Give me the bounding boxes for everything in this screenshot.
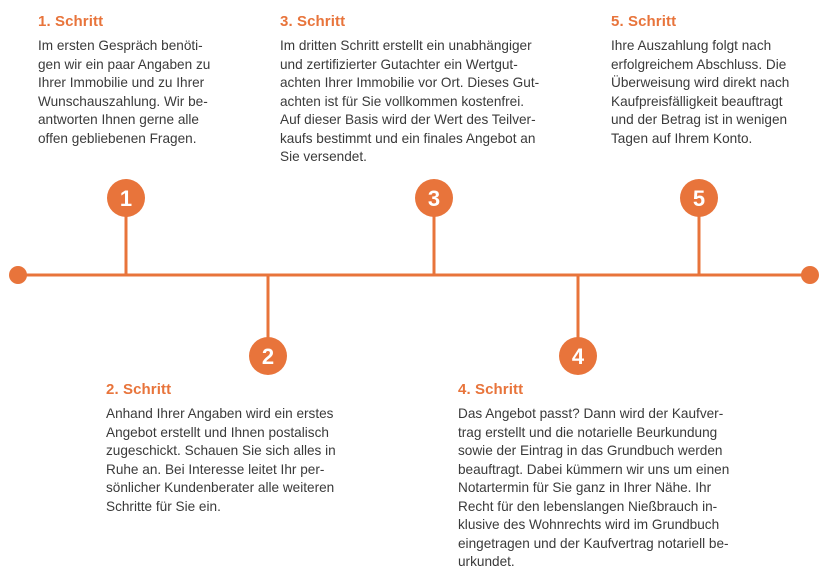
step-4-line: beauftragt. Dabei kümmern wir uns um einen (458, 461, 730, 477)
step-1-line: gen wir ein paar Angaben zu (38, 56, 211, 72)
step-3-line: und zertifizierter Gutachter ein Wertgut- (280, 56, 518, 72)
step-5-line: Überweisung wird direkt nach (611, 75, 790, 90)
step-2-line: zugeschickt. Schauen Sie sich alles in (106, 443, 336, 458)
step-1-line: offen gebliebenen Fragen. (38, 130, 197, 146)
step-2-marker (249, 337, 287, 375)
step-2-line: sönlicher Kundenberater alle weiteren (106, 480, 335, 495)
step-4-number: 4 (571, 344, 585, 369)
step-1-title: 1. Schritt (38, 13, 104, 30)
step-3-line: Auf dieser Basis wird der Wert des Teilver- (280, 112, 536, 127)
step-5-title: 5. Schritt (611, 13, 677, 30)
step-1-block (38, 13, 248, 148)
step-4-line: Notartermin für Sie ganz in Ihrer Nähe. Ihr (458, 480, 712, 495)
step-3-title: 3. Schritt (280, 13, 346, 30)
step-1-line: Ihrer Immobilie und zu Ihrer (38, 75, 205, 90)
step-1-line: antworten Ihnen gerne alle (38, 112, 199, 127)
step-4-line: klusive des Wohnrechts wird im Grundbuch (458, 517, 720, 532)
step-5-line: und der Betrag ist in wenigen (611, 112, 788, 127)
step-2-line: Angebot erstellt und Ihnen postalisch (106, 424, 329, 440)
step-5-number: 5 (692, 186, 706, 211)
step-3-line: achten ist für Sie vollkommen kostenfrei. (280, 93, 525, 109)
step-4-line: sowie der Eintrag in das Grundbuch werden (458, 443, 723, 458)
step-3-line: Sie versendet. (280, 149, 367, 164)
step-1-line: Im ersten Gespräch benöti- (38, 38, 203, 53)
step-5-block (611, 13, 821, 148)
step-1-line: Wunschauszahlung. Wir be- (38, 93, 208, 109)
step-3-block (280, 13, 580, 167)
step-2-line: Schritte für Sie ein. (106, 498, 221, 514)
step-4-line: trag erstellt und die notarielle Beurkundung (458, 424, 718, 440)
step-3-number: 3 (427, 186, 441, 211)
step-3-line: Im dritten Schritt erstellt ein unabhängiger (280, 38, 532, 53)
step-2-line: Ruhe an. Bei Interesse leitet Ihr per- (106, 461, 325, 477)
step-5-line: Kaufpreisfälligkeit beauftragt (611, 93, 783, 109)
timeline-start-dot (9, 266, 27, 284)
step-4-title: 4. Schritt (458, 381, 524, 398)
step-5-marker (680, 179, 718, 217)
step-5-description (611, 37, 821, 148)
step-4-marker (559, 337, 597, 375)
step-1-number: 1 (119, 186, 133, 211)
step-2-number: 2 (261, 344, 275, 369)
step-2-block (106, 381, 386, 516)
step-2-line: Anhand Ihrer Angaben wird ein erstes (106, 406, 334, 421)
step-3-line: kaufs bestimmt und ein finales Angebot an (280, 130, 536, 146)
step-1-description (38, 37, 248, 148)
step-3-marker (415, 179, 453, 217)
step-4-line: Das Angebot passt? Dann wird der Kaufver- (458, 406, 724, 421)
step-5-line: Ihre Auszahlung folgt nach (611, 38, 772, 53)
step-5-line: erfolgreichem Abschluss. Die (611, 56, 787, 72)
step-1-marker (107, 179, 145, 217)
step-4-block (458, 381, 778, 572)
step-3-line: achten Ihrer Immobilie vor Ort. Dieses Gut- (280, 75, 540, 90)
step-4-description (458, 405, 778, 572)
timeline-end-dot (801, 266, 819, 284)
step-3-description (280, 37, 580, 167)
step-2-title: 2. Schritt (106, 381, 172, 398)
step-5-line: Tagen auf Ihrem Konto. (611, 130, 753, 146)
step-4-line: eingetragen und der Kaufvertrag notariell be- (458, 535, 729, 551)
step-2-description (106, 405, 386, 516)
step-4-line: urkundet. (458, 554, 515, 569)
step-4-line: Recht für den lebenslangen Nießbrauch in- (458, 498, 718, 514)
